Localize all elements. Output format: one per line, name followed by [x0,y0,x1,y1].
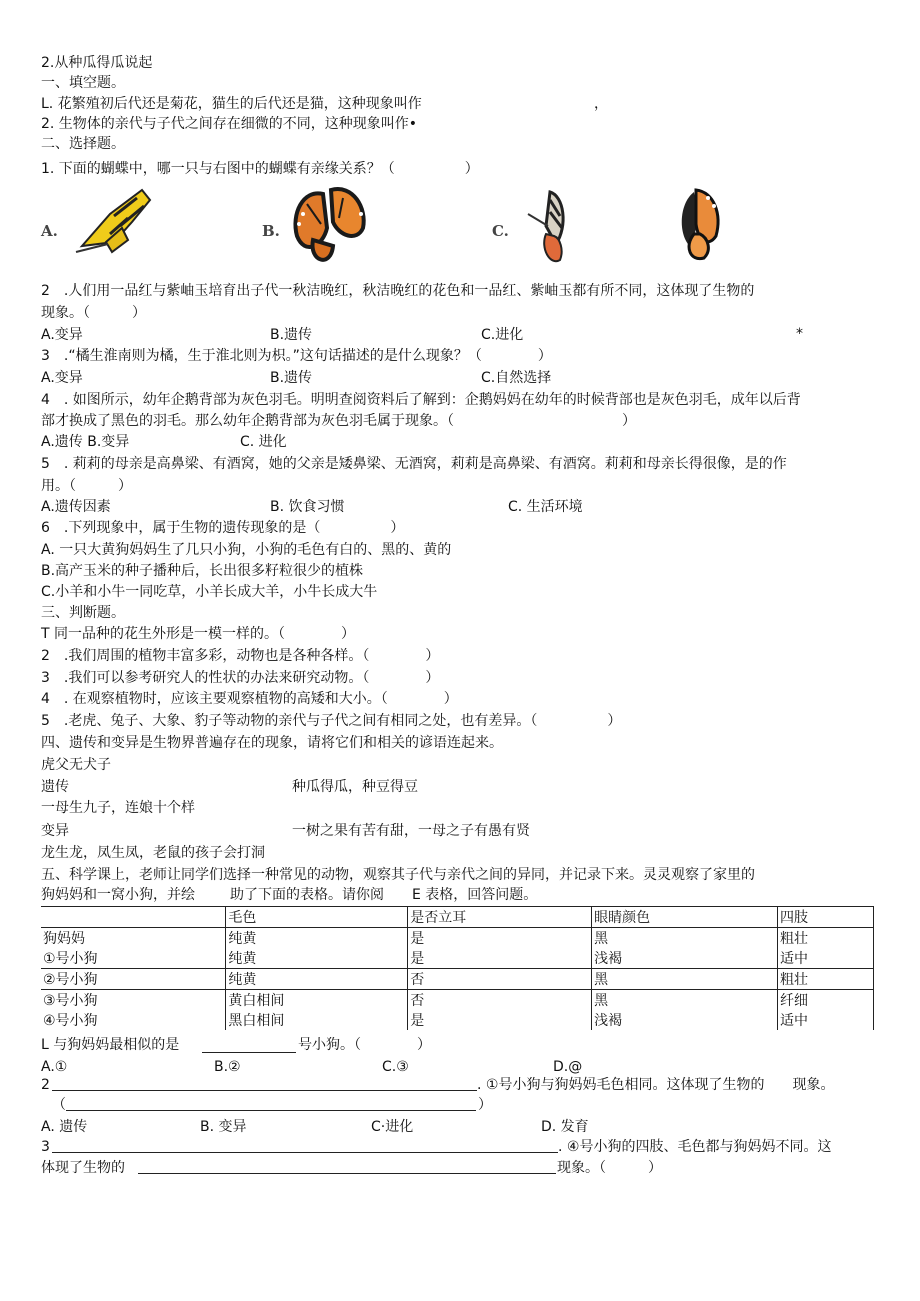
choice-q3: 3 .“橘生淮南则为橘，生于淮北则为枳。”这句话描述的是什么现象？（ ） [41,348,552,364]
table-cell: 黑 [592,928,778,949]
table-cell: 狗妈妈 [41,928,226,949]
table-row [41,928,874,949]
choice-q3-opt-c: C.自然选择 [481,370,552,386]
table-caption-2: 助了下面的表格。请你阅 [230,887,384,903]
choice-q5-opt-a: A.遗传因素 [41,499,111,515]
table-row [41,969,874,990]
judge-item-5: 5 .老虎、兔子、大象、豹子等动物的亲代与子代之间有相同之处，也有差异。（ ） [41,713,622,729]
table-header-cell: 是否立耳 [408,907,592,928]
match-left-heredity: 遗传 [41,779,69,795]
judge-item-2: 2 .我们周围的植物丰富多彩，动物也是各种各样。（ ） [41,648,440,664]
table-cell: ①号小狗 [41,948,226,969]
proverb-1: 虎父无犬子 [41,757,111,773]
table-cell: ②号小狗 [41,969,226,990]
table-cell: 黄白相间 [226,990,408,1011]
table-cell: 粗壮 [778,928,874,949]
choice-q2-opt-a: A.变异 [41,327,83,343]
table-header-row [41,907,874,928]
reference-butterfly-image [668,184,728,270]
page-title: 2.从种瓜得瓜说起 [41,55,153,71]
choice-q4-line1: 4 . 如图所示，幼年企鹅背部为灰色羽毛。明明查阅资料后了解到：企鹅妈妈在幼年的时候背部也是灰色羽毛，成年以后背 [41,392,801,408]
choice-q5-opt-b: B. 饮食习惯 [270,499,345,515]
table-q3-number: 3 [41,1139,50,1155]
table-row [41,1010,874,1030]
table-cell: ③号小狗 [43,993,98,1009]
table-row [41,948,874,969]
table-q2-paren-close: ） [478,1097,492,1113]
table-cell: 是 [408,928,592,949]
table-q1-opt-d: D.@ [553,1059,583,1075]
table-cell: 浅褐 [592,1010,778,1030]
judge-item-1: T 同一品种的花生外形是一模一样的。（ ） [41,626,356,642]
judge-item-3: 3 .我们可以参考研究人的性状的办法来研究动物。（ ） [41,670,440,686]
choice-q2-opt-b: B.遗传 [270,327,313,343]
choice-q6-opt-c: C.小羊和小牛一同吃草，小羊长成大羊，小牛长成大牛 [41,584,378,600]
table-cell: 适中 [778,948,874,969]
table-q3-line2-start: 体现了生物的 [41,1160,125,1176]
table-cell: 粗壮 [778,969,874,990]
section-5-heading: 五、科学课上，老师让同学们选择一种常见的动物，观察其子代与亲代之间的异同，并记录下来。灵灵观察了家里的 [41,867,755,883]
table-q2-text: . ①号小狗与狗妈妈毛色相同。这体现了生物的 现象。 [477,1077,835,1093]
table-q2-paren-open: （ [52,1097,66,1113]
table-q2-opt-c: C·进化 [371,1119,414,1135]
star-mark: * [796,326,803,342]
choice-q4-opt-c: C. 进化 [240,434,287,450]
proverb-right-2: 一树之果有苦有甜，一母之子有愚有贤 [292,823,530,839]
fill-q1: L. 花繁殖初后代还是菊花，猫生的后代还是猫，这种现象叫作 [41,96,422,112]
choice-q2-opt-c: C.进化 [481,327,524,343]
choice-q3-opt-a: A.变异 [41,370,83,386]
table-cell: 纤细 [778,990,874,1011]
proverb-right-1: 种瓜得瓜，种豆得豆 [292,779,418,795]
answer-blank[interactable] [138,1173,556,1174]
butterfly-label-c: C. [492,222,509,240]
choice-q6: 6 .下列现象中，属于生物的遗传现象的是（ ） [41,520,405,536]
section-1-heading: 一、填空题。 [41,75,125,91]
butterfly-c-image [520,186,580,272]
table-q1: L 与狗妈妈最相似的是 [41,1037,180,1053]
table-header-cell: 眼睛颜色 [592,907,778,928]
table-header-cell [41,907,226,928]
table-q2-opt-a: A. 遗传 [41,1119,88,1135]
choice-q4-line2: 部才换成了黑色的羽毛。那么幼年企鹅背部为灰色羽毛属于现象。（ ） [41,413,636,429]
table-q2-opt-b: B. 变异 [200,1119,247,1135]
butterfly-label-a: A. [41,222,58,240]
choice-q3-opt-b: B.遗传 [270,370,313,386]
table-q3-line2-end: 现象。（ ） [557,1160,662,1176]
dog-trait-table [41,906,874,1030]
table-q2-opt-d: D. 发育 [541,1119,589,1135]
butterfly-b-image [283,184,373,274]
table-q1-opt-c: C.③ [382,1059,409,1075]
table-row [41,990,874,1011]
section-4-heading: 四、遗传和变异是生物界普遍存在的现象，请将它们和相关的谚语连起来。 [41,735,503,751]
fill-q2: 2. 生物体的亲代与子代之间存在细微的不同，这种现象叫作• [41,116,418,132]
match-left-variation: 变异 [41,823,69,839]
table-cell: 否 [408,969,592,990]
butterfly-label-b: B. [262,222,280,240]
table-q3-text: . ④号小狗的四肢、毛色都与狗妈妈不同。这 [558,1139,832,1155]
table-q1-opt-b: B.② [214,1059,241,1075]
table-cell: 黑 [592,990,778,1011]
choice-q6-opt-a: A. 一只大黄狗妈妈生了几只小狗，小狗的毛色有白的、黑的、黄的 [41,542,452,558]
table-cell: 黑 [592,969,778,990]
table-cell: 纯黄 [226,928,408,949]
answer-blank[interactable] [202,1052,296,1053]
answer-blank[interactable] [52,1090,477,1091]
table-cell: 否 [408,990,592,1011]
section-2-heading: 二、选择题。 [41,136,125,152]
table-cell: 适中 [778,1010,874,1030]
table-header-cell: 四肢 [778,907,874,928]
table-cell: 纯黄 [226,969,408,990]
choice-q2-line2: 现象。（ ） [41,305,146,321]
table-q1-end: 号小狗。（ ） [298,1037,431,1053]
table-cell: 纯黄 [226,948,408,969]
table-cell: 是 [408,948,592,969]
choice-q1: 1. 下面的蝴蝶中，哪一只与右图中的蝴蝶有亲缘关系？（ ） [41,161,479,177]
choice-q5-line2: 用。（ ） [41,478,132,494]
butterfly-a-image [62,186,157,261]
table-caption-1: 狗妈妈和一窝小狗，并绘 [41,887,195,903]
proverb-2: 一母生九子，连娘十个样 [41,800,195,816]
choice-q4-opt-ab: A.遗传 B.变异 [41,434,130,450]
proverb-3: 龙生龙，凤生凤，老鼠的孩子会打洞 [41,845,265,861]
choice-q5-opt-c: C. 生活环境 [508,499,583,515]
table-caption-3: E 表格，回答问题。 [412,887,538,903]
judge-item-4: 4 . 在观察植物时，应该主要观察植物的高矮和大小。（ ） [41,691,458,707]
table-q1-opt-a: A.① [41,1059,68,1075]
answer-blank[interactable] [66,1110,476,1111]
table-cell: 是 [408,1010,592,1030]
table-cell: 浅褐 [592,948,778,969]
table-header-cell: 毛色 [226,907,408,928]
section-3-heading: 三、判断题。 [41,605,125,621]
choice-q2-line1: 2 .人们用一品红与紫岫玉培育出子代一秋洁晚红，秋洁晚红的花色和一品红、紫岫玉都有所不同，这体现了生物的 [41,283,755,299]
choice-q6-opt-b: B.高产玉米的种子播种后，长出很多籽粒很少的植株 [41,563,364,579]
table-cell: ④号小狗 [43,1013,98,1029]
answer-blank[interactable] [52,1152,558,1153]
table-q2-number: 2 [41,1077,50,1093]
choice-q5-line1: 5 . 莉莉的母亲是高鼻梁、有酒窝，她的父亲是矮鼻梁、无酒窝，莉莉是高鼻梁、有酒窝。莉莉和母亲长得很像，是的作 [41,456,787,472]
fill-q1-comma: ， [594,96,608,112]
table-cell: 黑白相间 [226,1010,408,1030]
